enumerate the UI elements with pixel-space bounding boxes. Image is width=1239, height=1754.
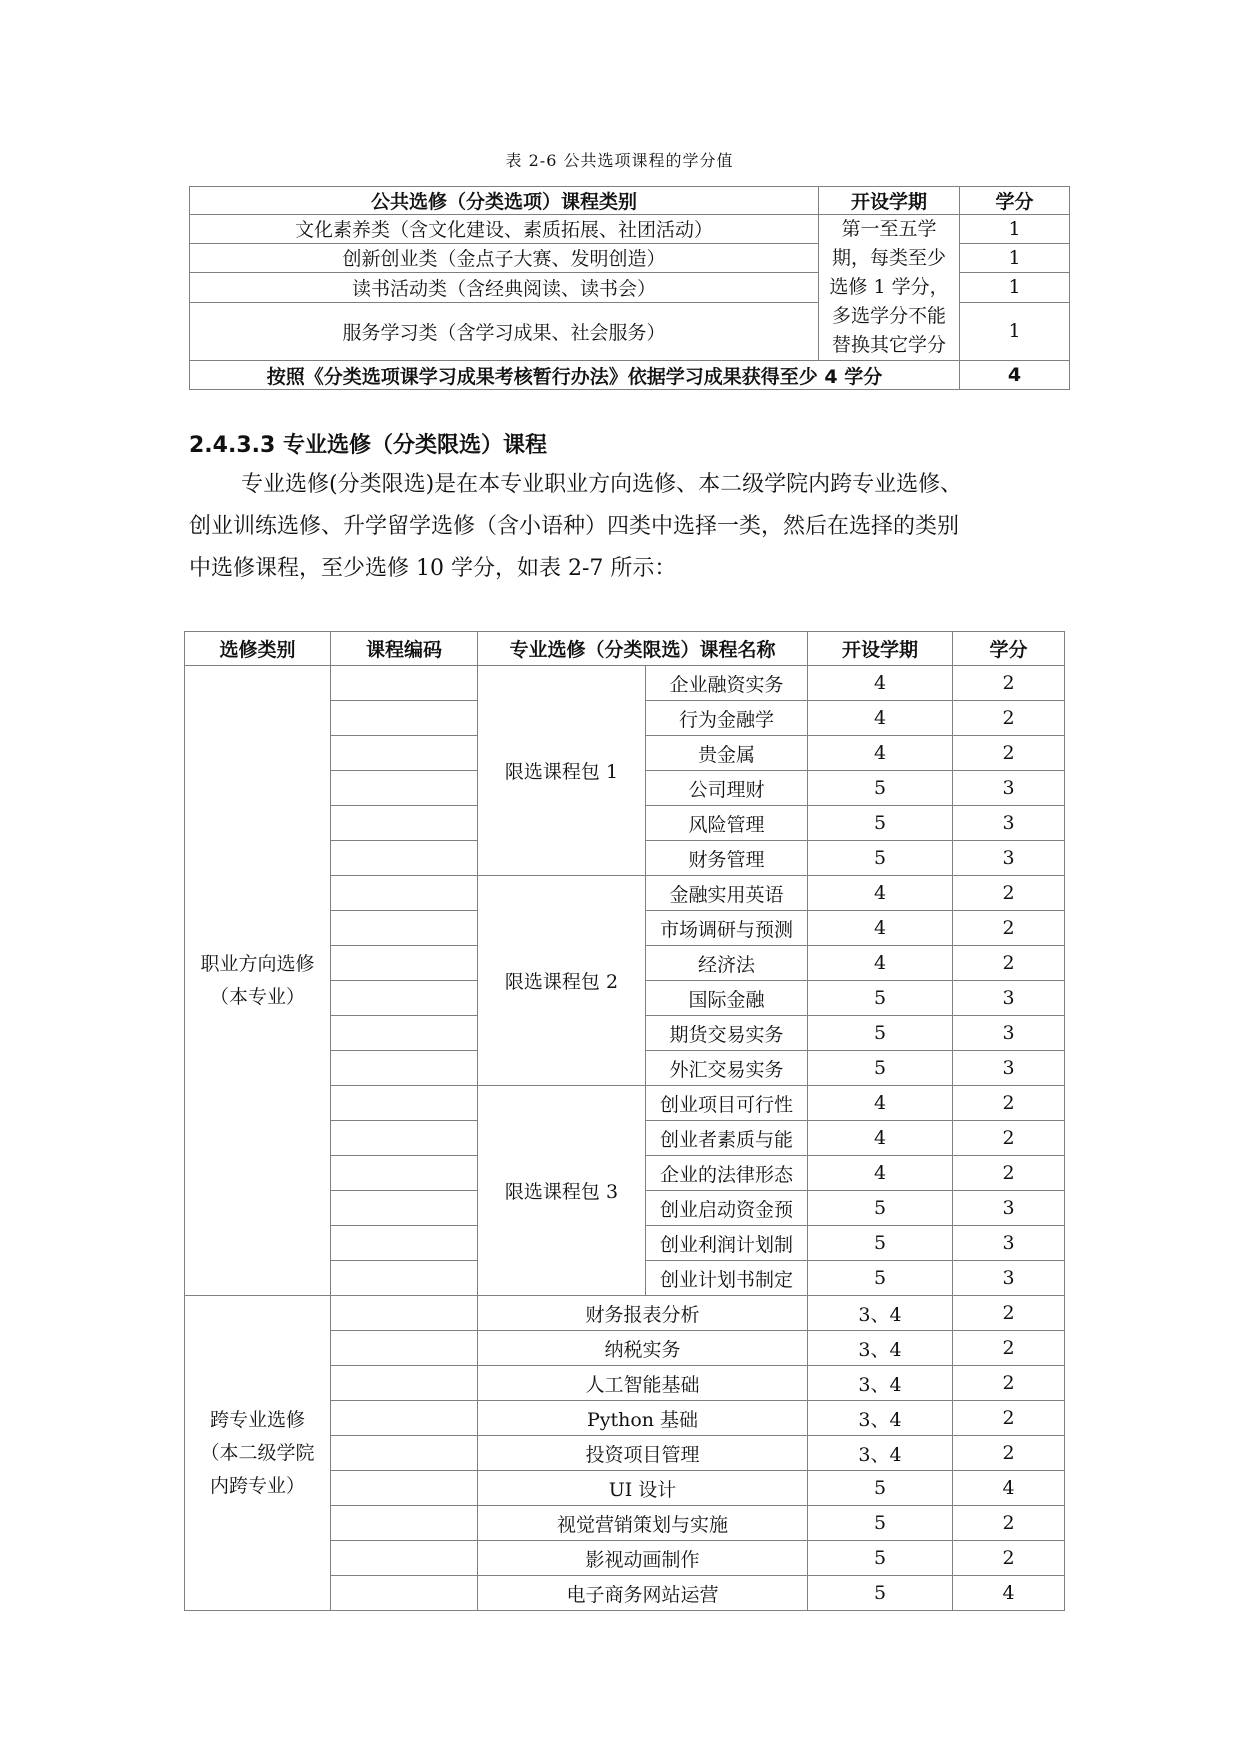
course-code-cell xyxy=(331,1156,478,1191)
course-code-cell xyxy=(331,1261,478,1296)
term-cell: 5 xyxy=(808,1226,953,1261)
paragraph-line xyxy=(189,464,1059,506)
header-term: 开设学期 xyxy=(819,187,960,215)
course-name-cell: 公司理财 xyxy=(646,771,808,806)
credit-cell: 2 xyxy=(953,666,1065,701)
course-name-cell: 影视动画制作 xyxy=(478,1541,808,1576)
credit-cell: 1 xyxy=(960,302,1070,360)
credit-cell: 1 xyxy=(960,273,1070,303)
term-cell: 5 xyxy=(808,1016,953,1051)
credit-cell: 3 xyxy=(953,981,1065,1016)
course-name-cell: 经济法 xyxy=(646,946,808,981)
course-code-cell xyxy=(331,806,478,841)
course-code-cell xyxy=(331,1471,478,1506)
term-cell: 3、4 xyxy=(808,1401,953,1436)
footer-credit: 4 xyxy=(960,361,1070,390)
term-cell: 4 xyxy=(808,946,953,981)
credit-cell: 3 xyxy=(953,806,1065,841)
course-code-cell xyxy=(331,1506,478,1541)
term-cell: 5 xyxy=(808,1576,953,1611)
course-name-cell: 创业者素质与能 xyxy=(646,1121,808,1156)
course-code-cell xyxy=(331,1226,478,1261)
course-code-cell xyxy=(331,876,478,911)
credit-cell: 2 xyxy=(953,946,1065,981)
credit-cell: 2 xyxy=(953,1156,1065,1191)
course-code-cell xyxy=(331,1401,478,1436)
term-cell: 5 xyxy=(808,1541,953,1576)
credit-cell: 3 xyxy=(953,1226,1065,1261)
credit-cell: 3 xyxy=(953,841,1065,876)
category-cell: 服务学习类（含学习成果、社会服务） xyxy=(190,302,819,360)
credit-cell: 3 xyxy=(953,771,1065,806)
credit-cell: 2 xyxy=(953,1331,1065,1366)
term-note-line: 选修 1 学分， xyxy=(829,276,949,298)
table-row xyxy=(185,1296,1065,1331)
category-cell: 文化素养类（含文化建设、素质拓展、社团活动） xyxy=(190,215,819,244)
course-name-cell: 金融实用英语 xyxy=(646,876,808,911)
term-cell: 5 xyxy=(808,1506,953,1541)
term-cell: 5 xyxy=(808,806,953,841)
course-name-cell: 投资项目管理 xyxy=(478,1436,808,1471)
footer-text: 按照《分类选项课学习成果考核暂行办法》依据学习成果获得至少 4 学分 xyxy=(190,361,960,390)
credit-cell: 2 xyxy=(953,911,1065,946)
course-code-cell xyxy=(331,981,478,1016)
credit-cell: 2 xyxy=(953,1401,1065,1436)
table-2-6 xyxy=(189,186,1070,390)
header-course-name: 专业选修（分类限选）课程名称 xyxy=(478,632,808,666)
header-term: 开设学期 xyxy=(808,632,953,666)
course-code-cell xyxy=(331,1366,478,1401)
course-code-cell xyxy=(331,701,478,736)
header-category: 选修类别 xyxy=(185,632,331,666)
package-label: 限选课程包 3 xyxy=(478,1086,646,1296)
term-cell: 5 xyxy=(808,841,953,876)
header-credit: 学分 xyxy=(953,632,1065,666)
course-name-cell: 财务报表分析 xyxy=(478,1296,808,1331)
course-code-cell xyxy=(331,1051,478,1086)
course-code-cell xyxy=(331,1541,478,1576)
term-cell: 4 xyxy=(808,701,953,736)
course-code-cell xyxy=(331,1576,478,1611)
term-cell: 4 xyxy=(808,736,953,771)
credit-cell: 2 xyxy=(953,1121,1065,1156)
credit-cell: 2 xyxy=(953,1541,1065,1576)
credit-cell: 1 xyxy=(960,215,1070,244)
credit-cell: 3 xyxy=(953,1261,1065,1296)
header-code: 课程编码 xyxy=(331,632,478,666)
term-cell: 5 xyxy=(808,1261,953,1296)
paragraph-line: 中选修课程，至少选修 10 学分，如表 2-7 所示： xyxy=(189,556,677,581)
course-name-cell: Python 基础 xyxy=(478,1401,808,1436)
credit-cell: 2 xyxy=(953,1436,1065,1471)
course-name-cell: 风险管理 xyxy=(646,806,808,841)
credit-cell: 1 xyxy=(960,243,1070,273)
course-code-cell xyxy=(331,666,478,701)
course-name-cell: 财务管理 xyxy=(646,841,808,876)
credit-cell: 2 xyxy=(953,876,1065,911)
term-cell: 4 xyxy=(808,1156,953,1191)
category-line: 跨专业选修 xyxy=(209,1408,305,1431)
package-label: 限选课程包 1 xyxy=(478,666,646,876)
term-cell: 4 xyxy=(808,876,953,911)
course-name-cell: 贵金属 xyxy=(646,736,808,771)
term-cell: 5 xyxy=(808,1051,953,1086)
course-name-cell: 纳税实务 xyxy=(478,1331,808,1366)
term-cell: 4 xyxy=(808,1086,953,1121)
course-code-cell xyxy=(331,911,478,946)
course-name-cell: 行为金融学 xyxy=(646,701,808,736)
category-line: （本二级学院 xyxy=(200,1441,315,1464)
course-name-cell: UI 设计 xyxy=(478,1471,808,1506)
course-code-cell xyxy=(331,771,478,806)
course-code-cell xyxy=(331,1436,478,1471)
course-name-cell: 国际金融 xyxy=(646,981,808,1016)
credit-cell: 3 xyxy=(953,1191,1065,1226)
course-code-cell xyxy=(331,841,478,876)
credit-cell: 4 xyxy=(953,1471,1065,1506)
course-code-cell xyxy=(331,1331,478,1366)
term-note-line: 期，每类至少 xyxy=(831,247,946,269)
category-cell: 读书活动类（含经典阅读、读书会） xyxy=(190,273,819,303)
paragraph-text: 专业选修(分类限选)是在本专业职业方向选修、本二级学院内跨专业选修、 xyxy=(241,472,963,497)
header-category: 公共选修（分类选项）课程类别 xyxy=(190,187,819,215)
course-code-cell xyxy=(331,1016,478,1051)
credit-cell: 3 xyxy=(953,1016,1065,1051)
course-code-cell xyxy=(331,1191,478,1226)
section-paragraph xyxy=(189,464,1059,590)
course-name-cell: 期货交易实务 xyxy=(646,1016,808,1051)
course-name-cell: 创业利润计划制 xyxy=(646,1226,808,1261)
header-credit: 学分 xyxy=(960,187,1070,215)
table-row xyxy=(185,666,1065,701)
category-line: （本专业） xyxy=(209,985,305,1008)
credit-cell: 2 xyxy=(953,1506,1065,1541)
table-footer-row xyxy=(190,361,1070,390)
category-cell xyxy=(185,666,331,1296)
package-label: 限选课程包 2 xyxy=(478,876,646,1086)
course-name-cell: 企业的法律形态 xyxy=(646,1156,808,1191)
credit-cell: 2 xyxy=(953,1296,1065,1331)
course-name-cell: 人工智能基础 xyxy=(478,1366,808,1401)
course-code-cell xyxy=(331,736,478,771)
term-cell: 3、4 xyxy=(808,1331,953,1366)
paragraph-line: 创业训练选修、升学留学选修（含小语种）四类中选择一类，然后在选择的类别 xyxy=(189,514,960,539)
category-cell: 创新创业类（金点子大赛、发明创造） xyxy=(190,243,819,273)
credit-cell: 2 xyxy=(953,736,1065,771)
term-cell: 4 xyxy=(808,911,953,946)
term-cell: 3、4 xyxy=(808,1366,953,1401)
term-note-line: 第一至五学 xyxy=(841,218,937,240)
category-line: 内跨专业） xyxy=(209,1474,305,1497)
term-cell: 3、4 xyxy=(808,1436,953,1471)
category-cell xyxy=(185,1296,331,1611)
table-2-7 xyxy=(184,631,1065,1611)
course-code-cell xyxy=(331,1086,478,1121)
course-name-cell: 市场调研与预测 xyxy=(646,911,808,946)
term-cell: 5 xyxy=(808,981,953,1016)
credit-cell: 2 xyxy=(953,701,1065,736)
term-note-cell xyxy=(819,215,960,361)
table-header-row xyxy=(185,632,1065,666)
term-cell: 3、4 xyxy=(808,1296,953,1331)
credit-cell: 2 xyxy=(953,1086,1065,1121)
table-header-row xyxy=(190,187,1070,215)
term-note-line: 多选学分不能 xyxy=(831,305,946,327)
credit-cell: 4 xyxy=(953,1576,1065,1611)
term-cell: 5 xyxy=(808,1191,953,1226)
course-name-cell: 视觉营销策划与实施 xyxy=(478,1506,808,1541)
term-cell: 5 xyxy=(808,1471,953,1506)
table-2-6-caption: 表 2-6 公共选项课程的学分值 xyxy=(505,151,734,170)
course-code-cell xyxy=(331,1121,478,1156)
term-cell: 5 xyxy=(808,771,953,806)
course-name-cell: 电子商务网站运营 xyxy=(478,1576,808,1611)
course-name-cell: 创业项目可行性 xyxy=(646,1086,808,1121)
credit-cell: 3 xyxy=(953,1051,1065,1086)
category-line: 职业方向选修 xyxy=(200,952,315,975)
term-note-line: 替换其它学分 xyxy=(831,334,946,356)
term-cell: 4 xyxy=(808,666,953,701)
section-heading: 2.4.3.3 专业选修（分类限选）课程 xyxy=(189,433,547,458)
course-name-cell: 创业计划书制定 xyxy=(646,1261,808,1296)
course-name-cell: 企业融资实务 xyxy=(646,666,808,701)
credit-cell: 2 xyxy=(953,1366,1065,1401)
course-code-cell xyxy=(331,946,478,981)
course-code-cell xyxy=(331,1296,478,1331)
course-name-cell: 外汇交易实务 xyxy=(646,1051,808,1086)
term-cell: 4 xyxy=(808,1121,953,1156)
table-row xyxy=(190,215,1070,244)
course-name-cell: 创业启动资金预 xyxy=(646,1191,808,1226)
